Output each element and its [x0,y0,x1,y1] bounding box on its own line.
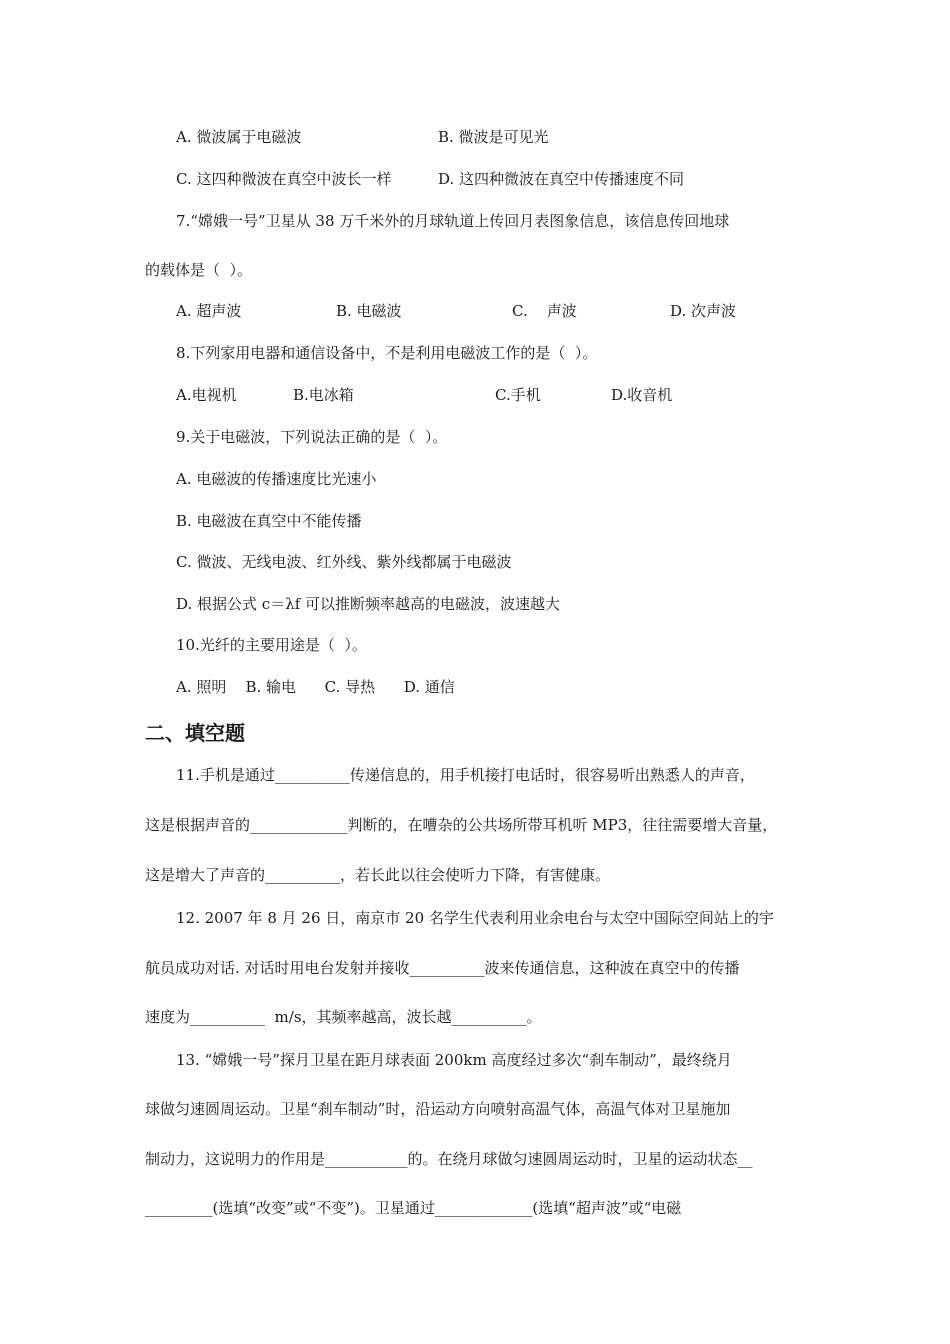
text-line: 13. “嫦娥一号”探月卫星在距月球表面 200km 高度经过多次“刹车制动”，最终绕月 [176,1051,732,1069]
text-line: C. 声波 [512,302,577,320]
text-line: 这是根据声音的_____________判断的，在嘈杂的公共场所带耳机听 MP3，往往需要增大音量， [145,816,778,834]
text-line: A. 电磁波的传播速度比光速小 [176,470,377,488]
text-line: B. 微波是可见光 [438,128,549,146]
text-line: D.收音机 [611,386,673,404]
text-line: 航员成功对话. 对话时用电台发射并接收__________波来传通信息，这种波在真空中的传播 [145,959,740,977]
text-line: B.电冰箱 [293,386,354,404]
text-line: C. 微波、无线电波、红外线、紫外线都属于电磁波 [176,553,512,571]
text-line: C. 这四种微波在真空中波长一样 [176,170,392,188]
text-line: D. 根据公式 c＝λf 可以推断频率越高的电磁波，波速越大 [176,595,561,613]
text-line: D. 这四种微波在真空中传播速度不同 [438,170,685,188]
text-line: A. 照明 B. 输电 C. 导热 D. 通信 [176,678,455,696]
text-line: 9.关于电磁波，下列说法正确的是（ ）。 [176,428,448,446]
text-line: 这是增大了声音的__________，若长此以往会使听力下降，有害健康。 [145,866,611,884]
text-line: A. 微波属于电磁波 [176,128,302,146]
text-line: D. 次声波 [670,302,737,320]
text-line: 球做匀速圆周运动。卫星“刹车制动”时，沿运动方向喷射高温气体，高温气体对卫星施加 [145,1100,731,1118]
text-line: C.手机 [495,386,541,404]
text-line: 制动力，这说明力的作用是___________的。在绕月球做匀速圆周运动时，卫星的运动状态__ [145,1150,753,1168]
text-line: 12. 2007 年 8 月 26 日，南京市 20 名学生代表利用业余电台与太空中国际空间站上的宇 [176,909,774,927]
text-line: B. 电磁波 [336,302,402,320]
section-heading: 二、填空题 [145,721,245,745]
text-line: B. 电磁波在真空中不能传播 [176,512,362,530]
text-line: A.电视机 [176,386,237,404]
text-line: 速度为__________ m/s，其频率越高，波长越__________。 [145,1008,542,1026]
text-line: 10.光纤的主要用途是（ ）。 [176,636,367,654]
text-line: _________(选填“改变”或“不变”)。卫星通过_____________(选填“超声波”或“电磁 [145,1199,682,1217]
text-line: 7.“嫦娥一号”卫星从 38 万千米外的月球轨道上传回月表图象信息，该信息传回地球 [176,212,730,230]
text-line: 11.手机是通过__________传递信息的，用手机接打电话时，很容易听出熟悉人的声音， [176,766,755,784]
text-line: A. 超声波 [176,302,242,320]
text-line: 的载体是（ ）。 [145,261,253,279]
text-line: 8.下列家用电器和通信设备中，不是利用电磁波工作的是（ ）。 [176,344,598,362]
